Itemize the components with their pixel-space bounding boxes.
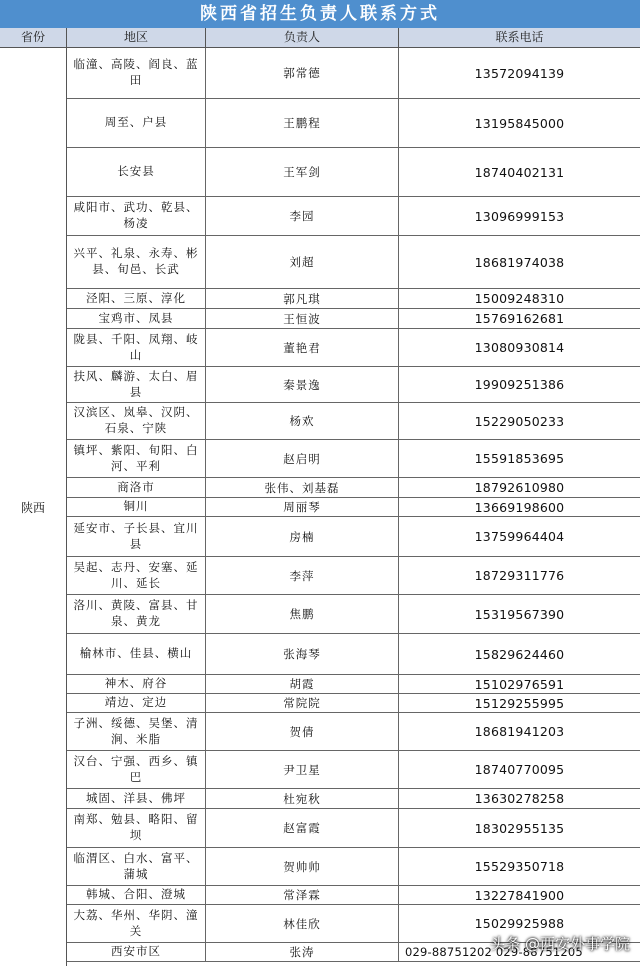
table-row: [67, 713, 640, 751]
person-cell: 李萍: [206, 557, 399, 594]
phone-cell: 13227841900: [474, 887, 565, 903]
person-cell: 焦鹏: [206, 595, 399, 633]
area-cell: 临潼、高陵、阎良、蓝田: [67, 48, 206, 98]
table-row: [67, 809, 640, 848]
phone-cell: 15009248310: [474, 291, 565, 306]
table-row: [67, 236, 640, 289]
area-cell: 子洲、绥德、吴堡、清涧、米脂: [67, 713, 206, 750]
area-cell: 宝鸡市、凤县: [67, 309, 206, 328]
phone-cell: 15102976591: [474, 676, 565, 692]
header-phone: 联系电话: [495, 30, 544, 44]
province-cell: 陕西: [0, 48, 67, 966]
area-cell: 铜川: [67, 498, 206, 516]
person-cell: 王鹏程: [206, 99, 399, 147]
phone-cell: 19909251386: [474, 377, 565, 392]
area-cell: 泾阳、三原、淳化: [67, 289, 206, 308]
area-cell: 吴起、志丹、安塞、延川、延长: [67, 557, 206, 594]
table-row: [67, 197, 640, 236]
table-row: [67, 48, 640, 99]
phone-cell: 15129255995: [474, 695, 565, 711]
header-person: 负责人: [206, 28, 399, 47]
phone-cell: 18792610980: [474, 480, 565, 495]
phone-cell: 18302955135: [474, 820, 565, 836]
area-cell: 镇坪、紫阳、旬阳、白河、平利: [67, 440, 206, 477]
person-cell: 王军剑: [206, 148, 399, 196]
phone-cell: 13096999153: [474, 208, 565, 224]
table-row: [67, 478, 640, 498]
area-cell: 汉滨区、岚皋、汉阴、石泉、宁陕: [67, 403, 206, 439]
table-row: [67, 309, 640, 329]
area-cell: 南郑、勉县、略阳、留坝: [67, 809, 206, 847]
phone-cell: 13630278258: [474, 791, 565, 806]
person-cell: 王恒波: [206, 309, 399, 328]
person-cell: 李园: [206, 197, 399, 235]
phone-cell: 13572094139: [474, 65, 565, 81]
person-cell: 贺倩: [206, 713, 399, 750]
phone-cell: 18729311776: [474, 568, 565, 583]
area-cell: 延安市、子长县、宜川县: [67, 517, 206, 556]
area-cell: 靖边、定边: [67, 694, 206, 712]
area-cell: 兴平、礼泉、永寿、彬县、旬邑、长武: [67, 236, 206, 288]
area-cell: 陇县、千阳、凤翔、岐山: [67, 329, 206, 366]
table-body: [67, 48, 640, 966]
phone-cell: 13195845000: [474, 115, 565, 131]
phone-cell: 13669198600: [474, 499, 565, 515]
person-cell: 刘超: [206, 236, 399, 288]
person-cell: 张海琴: [206, 634, 399, 674]
person-cell: 房楠: [206, 517, 399, 556]
person-cell: 林佳欣: [206, 905, 399, 942]
area-cell: 榆林市、佳县、横山: [67, 634, 206, 674]
person-cell: 赵富霞: [206, 809, 399, 847]
table-header-row: [0, 28, 640, 48]
table-row: [67, 675, 640, 694]
person-cell: 尹卫星: [206, 751, 399, 788]
table-row: [67, 595, 640, 634]
person-cell: 董艳君: [206, 329, 399, 366]
area-cell: 城固、洋县、佛坪: [67, 789, 206, 808]
phone-cell: 15769162681: [474, 311, 565, 326]
phone-cell: 15829624460: [474, 646, 565, 662]
table-row: [67, 99, 640, 148]
table-title: 陕西省招生负责人联系方式: [0, 0, 640, 29]
phone-cell: 15319567390: [474, 606, 565, 622]
table-row: [67, 148, 640, 197]
phone-cell: 029-88751202 029-88751205: [405, 945, 583, 959]
person-cell: 杨欢: [206, 403, 399, 439]
person-cell: 常院院: [206, 694, 399, 712]
phone-cell: 13080930814: [474, 340, 565, 355]
phone-cell: 15529350718: [474, 859, 565, 874]
table-row: [67, 517, 640, 557]
table-row: [67, 634, 640, 675]
table-row: [67, 329, 640, 367]
person-cell: 赵启明: [206, 440, 399, 477]
area-cell: 扶风、麟游、太白、眉县: [67, 367, 206, 402]
phone-cell: 18681974038: [474, 254, 565, 270]
person-cell: 杜宛秋: [206, 789, 399, 808]
person-cell: 郭常德: [206, 48, 399, 98]
person-cell: 周丽琴: [206, 498, 399, 516]
table-row: [67, 848, 640, 886]
phone-cell: 15591853695: [474, 451, 565, 466]
person-cell: 常泽霖: [206, 886, 399, 904]
area-cell: 商洛市: [67, 478, 206, 497]
table-row: [67, 789, 640, 809]
area-cell: 西安市区: [67, 943, 206, 961]
table-row: [67, 694, 640, 713]
phone-cell: 13759964404: [474, 529, 565, 544]
person-cell: 秦景逸: [206, 367, 399, 402]
area-cell: 长安县: [67, 148, 206, 196]
area-cell: 汉台、宁强、西乡、镇巴: [67, 751, 206, 788]
area-cell: 韩城、合阳、澄城: [67, 886, 206, 904]
watermark-text: 头条 @西安外事学院: [490, 935, 630, 953]
area-cell: 咸阳市、武功、乾县、杨凌: [67, 197, 206, 235]
person-cell: 张涛: [206, 943, 399, 961]
header-area: 地区: [67, 28, 206, 47]
table-row: [67, 289, 640, 309]
table-row: [67, 440, 640, 478]
area-cell: 大荔、华州、华阴、潼关: [67, 905, 206, 942]
area-cell: 神木、府谷: [67, 675, 206, 693]
area-cell: 洛川、黄陵、富县、甘泉、黄龙: [67, 595, 206, 633]
person-cell: 郭凡琪: [206, 289, 399, 308]
phone-cell: 15229050233: [474, 413, 565, 429]
table-row: [67, 498, 640, 517]
area-cell: 临渭区、白水、富平、蒲城: [67, 848, 206, 885]
table-row: [67, 751, 640, 789]
person-cell: 张伟、刘基磊: [206, 478, 399, 497]
area-cell: 周至、户县: [67, 99, 206, 147]
table-row: [67, 367, 640, 403]
phone-cell: 18740770095: [474, 762, 565, 777]
table-row: [67, 403, 640, 440]
person-cell: 贺帅帅: [206, 848, 399, 885]
table-row: [67, 886, 640, 905]
phone-cell: 18740402131: [474, 164, 565, 180]
table-row: [67, 557, 640, 595]
header-province: 省份: [0, 28, 67, 47]
phone-cell: 15029925988: [474, 916, 565, 931]
person-cell: 胡霞: [206, 675, 399, 693]
phone-cell: 18681941203: [474, 724, 565, 739]
